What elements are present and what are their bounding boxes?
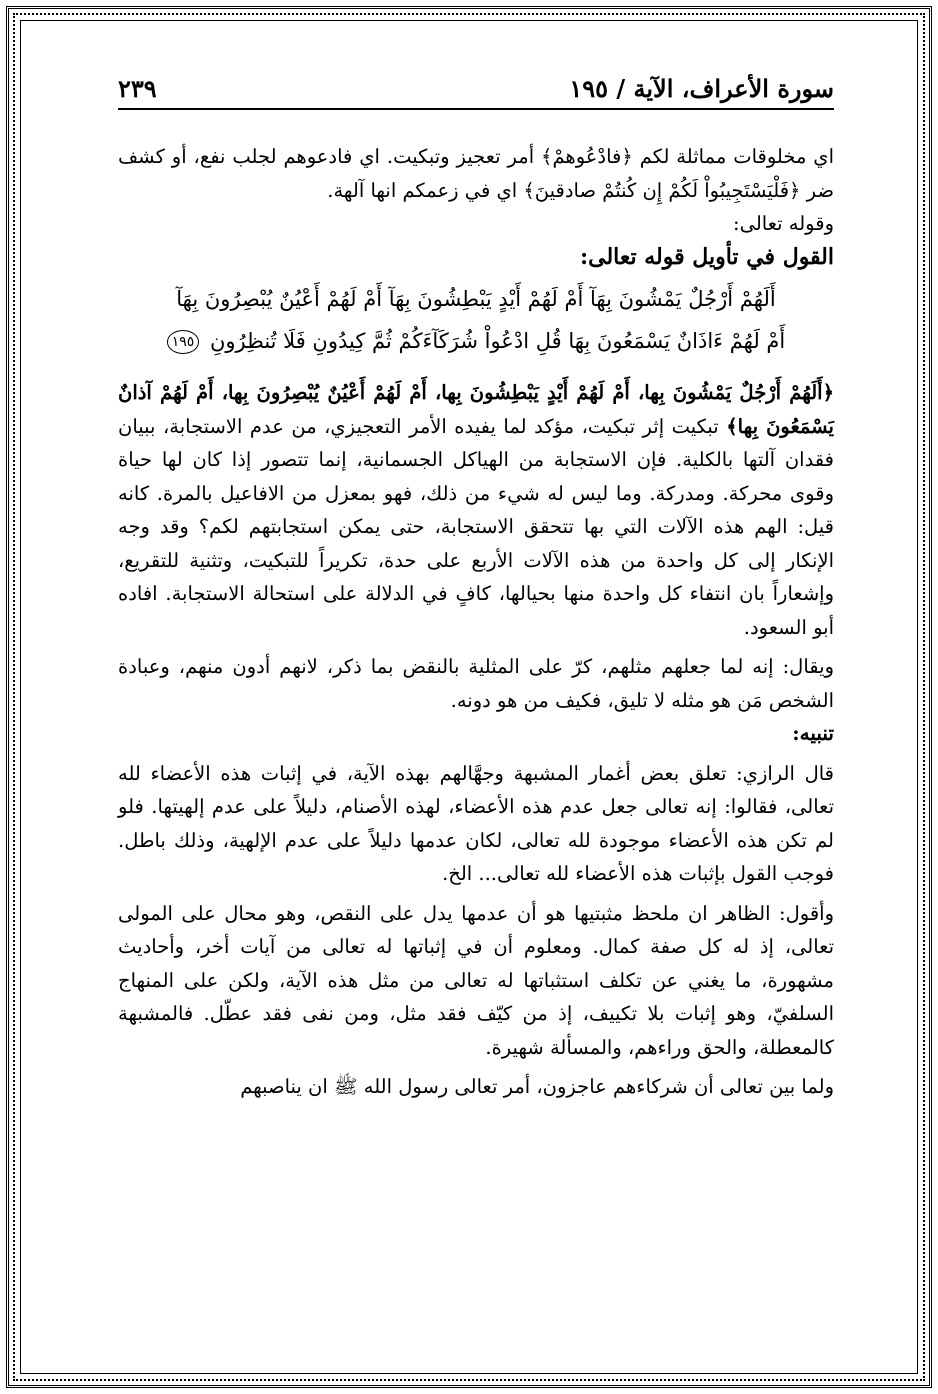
paragraph-4: قال الرازي: تعلق بعض أغمار المشبهة وجهَّالهم بهذه الآية، في إثبات هذه الأعضاء لله تعالى، فقالوا: إنه تعالى جعل عدم هذه الأعضاء، لهذه الأصنام، دليلاً على عدم إلهيتها. فلو لم تكن هذه الأعضاء موجودة لله تعالى، لكان عدمها دليلاً على عدم الإلهية، وذلك باطل. فوجب القول بإثبات هذه الأعضاء لله تعالى... الخ. [118,761,834,885]
paragraph-6: ولما بين تعالى أن شركاءهم عاجزون، أمر تعالى رسول الله ﷺ ان يناصبهم [240,1075,834,1098]
paragraph-2-verse: ﴿أَلَهُمْ أَرْجُلٌ يَمْشُونَ بِها، أَمْ لَهُمْ أَيْدٍ يَبْطِشُونَ بِها، أَمْ لَهُمْ أَعْيُنٌ يُبْصِرُونَ بِها، أَمْ لَهُمْ آذانٌ يَسْمَعُونَ بِها﴾ [118,381,834,438]
note-heading: تنبيه: [792,721,834,745]
ayah-number: ١٩٥ [167,330,200,354]
quran-line-2 [118,320,834,362]
page-header [118,72,834,110]
quran-verse [118,278,834,362]
paragraph-5: وأقول: الظاهر ان ملحظ مثبتيها هو أن عدمها يدل على النقص، وهو محال على المولى تعالى، إذ له كل صفة كمال. ومعلوم أن في إثباتها له تعالى من آيات أخر، وأحاديث مشهورة، ما يغني عن تكلف استثباتها له تعالى من مثل هذه الآية، ولكن على المنهاج السلفيّ، وهو إثبات بلا تكييف، إذ من كيّف فقد مثل، ومن نفى فقد عطّل. فالمشبهة كالمعطلة، والحق وراءهم، والمسألة شهيرة. [118,901,835,1059]
page-number: ٢٣٩ [118,74,157,103]
paragraph-2-text: تبكيت إثر تبكيت، مؤكد لما يفيده الأمر التعجيزي، من عدم الاستجابة، ببيان فقدان آلتها بالكلية. فإن الاستجابة من الهياكل الجسمانية، إنما تتصور إذا كان لها حياة وقوى محركة. ومدركة. وما ليس له شيء من ذلك، فهو بمعزل من الافاعيل بالمرة. كانه قيل: الهم هذه الآلات التي بها تتحقق الاستجابة، حتى يمكن استجابتهم لكم؟ وقد وجه الإنكار إلى كل واحدة من هذه الآلات الأربع على حدة، تكريراً للتبكيت، وتثنية للتقريع، وإشعاراً بان انتفاء كل واحدة منها بحيالها، كافٍ في الدلالة على استحالة الاستجابة. افاده أبو السعود. [118,414,834,639]
paragraph-1: اي مخلوقات مماثلة لكم ﴿فادْعُوهمْ﴾ أمر تعجيز وتبكيت. اي فادعوهم لجلب نفع، أو كشف ضر ﴿فَلْيَسْتَجِيبُواْ لَكُمْ إِن كُنتُمْ صادقينَ﴾ اي في زعمكم انها آلهة. [118,145,834,202]
page-body [118,140,834,1104]
paragraph-1-end: وقوله تعالى: [733,212,834,235]
paragraph-2 [118,376,834,644]
header-title: سورة الأعراف، الآية / ١٩٥ [569,74,834,103]
quran-line-1: أَلَهُمْ أَرْجُلٌ يَمْشُونَ بِهَآ أَمْ لَهُمْ أَيْدٍ يَبْطِشُونَ بِهَآ أَمْ لَهُمْ أَعْيُنٌ يُبْصِرُونَ بِهَآ [176,287,776,311]
quran-line-2-text: أَمْ لَهُمْ ءَاذَانٌ يَسْمَعُونَ بِهَا قُلِ ادْعُواْ شُرَكَآءَكُمْ ثُمَّ كِيدُونِ فَلَا تُنظِرُونِ [209,329,786,353]
section-heading: القول في تأويل قوله تعالى: [580,243,834,270]
paragraph-3: ويقال: إنه لما جعلهم مثلهم، كرّ على المثلية بالنقض بما ذكر، لانهم أدون منهم، وعبادة الشخص مَن هو مثله لا تليق، فكيف من هو دونه. [118,655,834,712]
